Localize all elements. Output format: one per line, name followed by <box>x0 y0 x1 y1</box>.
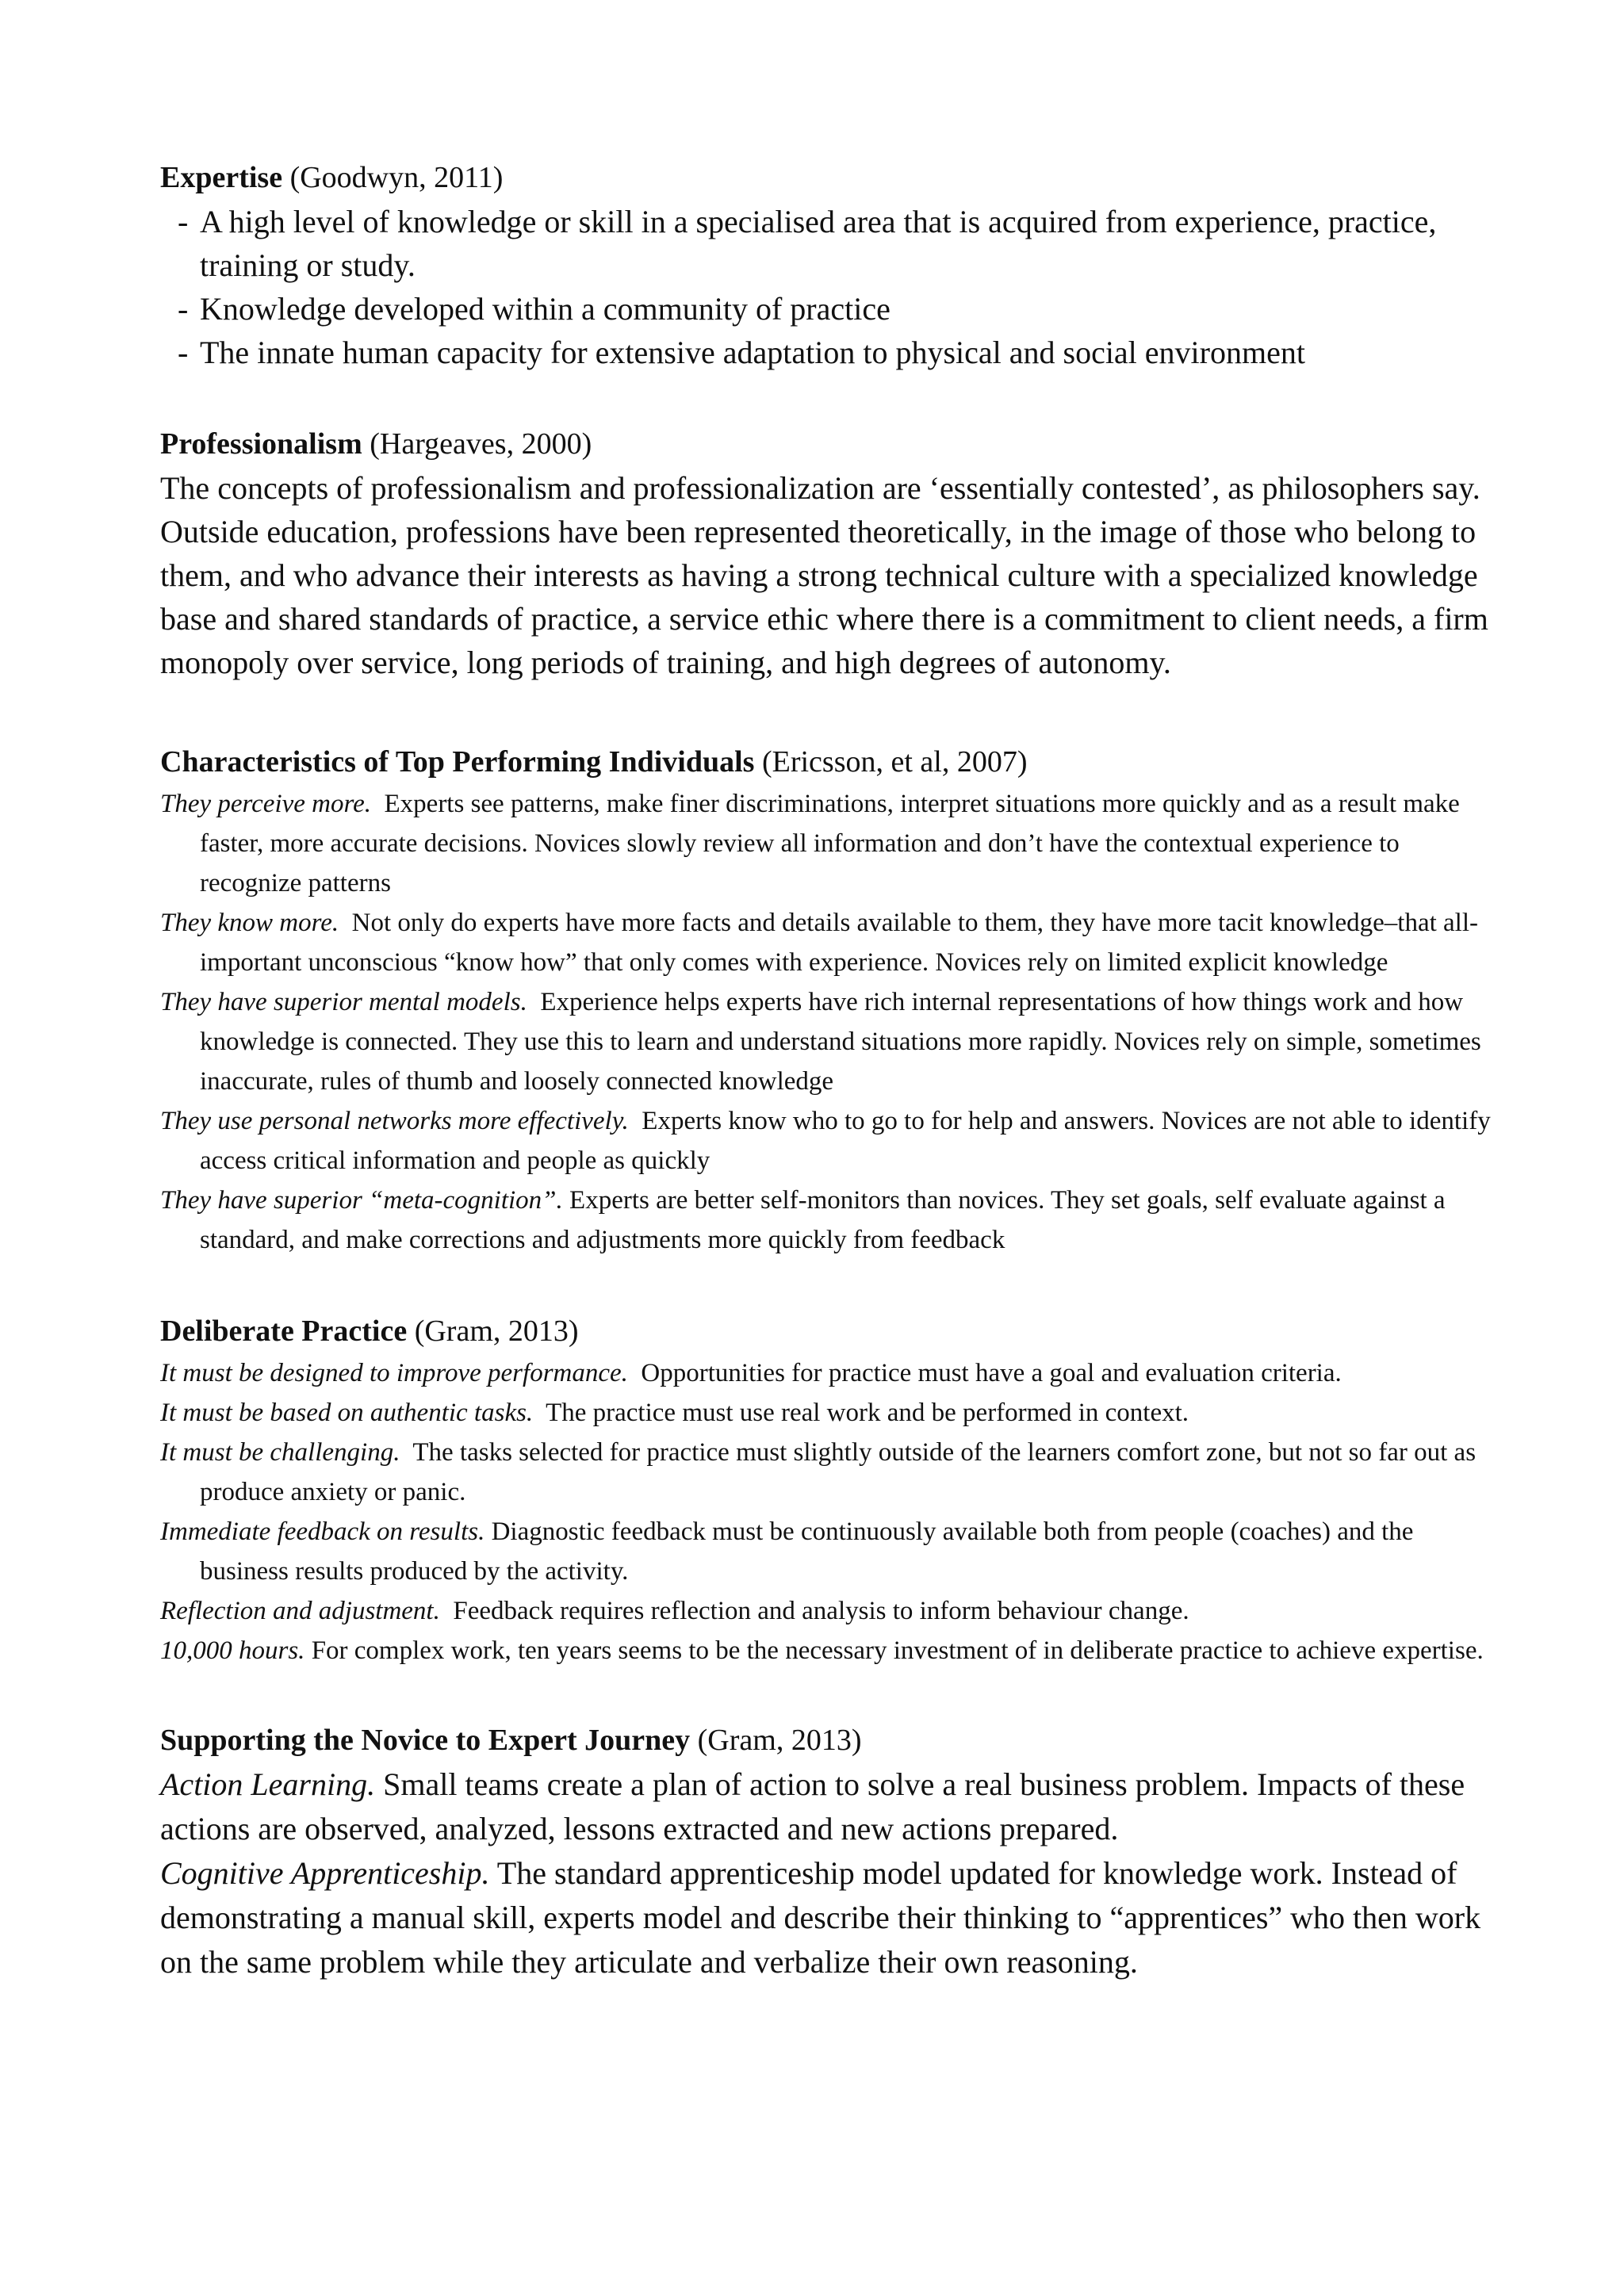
document-page <box>160 155 1492 1984</box>
section-characteristics <box>160 740 1492 1260</box>
item-term: They know more. <box>160 909 339 937</box>
item-text: Diagnostic feedback must be continuously available both from people (coaches) and the business results produced by the activity. <box>200 1517 1414 1586</box>
list-item <box>160 1762 1492 1851</box>
section-supporting <box>160 1718 1492 1984</box>
item-text: Experts see patterns, make finer discriminations, interpret situations more quickly and as a result make faster, more accurate decisions. Novices slowly review all information and don’t have the contextual experience to recognize patterns <box>200 790 1460 897</box>
section-heading <box>160 1309 1492 1353</box>
item-text: Feedback requires reflection and analysis to inform behaviour change. <box>453 1597 1189 1625</box>
list-item: -A high level of knowledge or skill in a specialised area that is acquired from experience, practice, training or study. <box>178 204 1437 283</box>
list-item <box>160 1591 1492 1631</box>
list-item <box>160 1101 1492 1181</box>
item-term: They have superior “meta-cognition”. <box>160 1186 563 1215</box>
heading-citation: (Hargeaves, 2000) <box>370 427 592 461</box>
item-term: They perceive more. <box>160 790 372 818</box>
item-text: Small teams create a plan of action to solve a real business problem. Impacts of these actions are observed, analyzed, lessons extracted and new actions prepared. <box>160 1766 1465 1846</box>
item-term: Cognitive Apprenticeship. <box>160 1855 490 1891</box>
list-item <box>160 784 1492 903</box>
section-heading <box>160 1718 1492 1762</box>
list-item <box>160 1512 1492 1591</box>
heading-title: Deliberate Practice <box>160 1314 408 1348</box>
item-term: 10,000 hours. <box>160 1636 305 1665</box>
deliberate-practice-list <box>160 1353 1492 1670</box>
list-item: -Knowledge developed within a community of practice <box>178 291 891 327</box>
heading-citation: (Ericsson, et al, 2007) <box>761 745 1028 779</box>
characteristics-list <box>160 784 1492 1260</box>
list-item <box>160 1851 1492 1984</box>
professionalism-body: The concepts of professionalism and professionalization are ‘essentially contested’, as philosophers say. Outside education, professions have been represented theoretically, in the image of those who belong to them, and who advance their interests as having a strong technical culture with a specialized knowledge base and shared standards of practice, a service ethic where there is a commitment to client needs, a firm monopoly over service, long periods of training, and high degrees of autonomy. <box>160 470 1488 680</box>
item-text: Opportunities for practice must have a goal and evaluation criteria. <box>641 1359 1342 1387</box>
item-text: For complex work, ten years seems to be the necessary investment of in deliberate practice to achieve expertise. <box>311 1636 1484 1665</box>
section-heading <box>160 422 1492 466</box>
heading-citation: (Goodwyn, 2011) <box>289 161 504 194</box>
supporting-list <box>160 1762 1492 1984</box>
section-professionalism <box>160 422 1492 684</box>
item-text: The tasks selected for practice must slightly outside of the learners comfort zone, but not so far out as produce anxiety or panic. <box>200 1438 1477 1506</box>
list-item <box>160 1181 1492 1260</box>
list-item: -The innate human capacity for extensive adaptation to physical and social environment <box>178 335 1305 370</box>
item-term: It must be based on authentic tasks. <box>160 1399 534 1427</box>
section-heading <box>160 155 1492 200</box>
item-term: Immediate feedback on results. <box>160 1517 485 1546</box>
expertise-list <box>160 200 1492 374</box>
list-item-text: Knowledge developed within a community of practice <box>200 291 891 327</box>
item-term: It must be designed to improve performance. <box>160 1359 628 1387</box>
item-term: Action Learning. <box>160 1766 376 1802</box>
list-item <box>160 1433 1492 1512</box>
item-text: Not only do experts have more facts and details available to them, they have more tacit knowledge–that all-important unconscious “know how” that only comes with experience. Novices rely on limited explicit knowledge <box>200 909 1479 977</box>
list-item <box>160 903 1492 982</box>
section-expertise <box>160 155 1492 374</box>
item-text: The standard apprenticeship model updated for knowledge work. Instead of demonstrating a manual skill, experts model and describe their thinking to “apprentices” who then work on the same problem while they articulate and verbalize their own reasoning. <box>160 1855 1481 1980</box>
list-item <box>160 1631 1492 1670</box>
list-item <box>160 1393 1492 1433</box>
item-text: Experience helps experts have rich internal representations of how things work and how knowledge is connected. They use this to learn and understand situations more rapidly. Novices rely on simple, sometimes inaccurate, rules of thumb and loosely connected knowledge <box>200 988 1481 1096</box>
list-item <box>160 1353 1492 1393</box>
item-text: Experts know who to go to for help and answers. Novices are not able to identify access critical information and people as quickly <box>200 1107 1491 1175</box>
item-term: They use personal networks more effectively. <box>160 1107 629 1135</box>
list-item-text: A high level of knowledge or skill in a specialised area that is acquired from experience, practice, training or study. <box>200 204 1437 283</box>
heading-title: Supporting the Novice to Expert Journey <box>160 1724 691 1757</box>
list-item <box>160 982 1492 1101</box>
item-term: They have superior mental models. <box>160 988 527 1016</box>
heading-citation: (Gram, 2013) <box>697 1724 862 1757</box>
heading-title: Professionalism <box>160 427 362 461</box>
item-term: It must be challenging. <box>160 1438 400 1467</box>
heading-citation: (Gram, 2013) <box>414 1314 579 1348</box>
heading-title: Expertise <box>160 161 283 194</box>
section-heading <box>160 740 1492 784</box>
section-deliberate-practice <box>160 1309 1492 1670</box>
item-text: The practice must use real work and be performed in context. <box>546 1399 1189 1427</box>
item-term: Reflection and adjustment. <box>160 1597 440 1625</box>
heading-title: Characteristics of Top Performing Individuals <box>160 745 755 779</box>
item-text: Experts are better self-monitors than novices. They set goals, self evaluate against a standard, and make corrections and adjustments more quickly from feedback <box>200 1186 1446 1254</box>
list-item-text: The innate human capacity for extensive adaptation to physical and social environment <box>200 335 1305 370</box>
